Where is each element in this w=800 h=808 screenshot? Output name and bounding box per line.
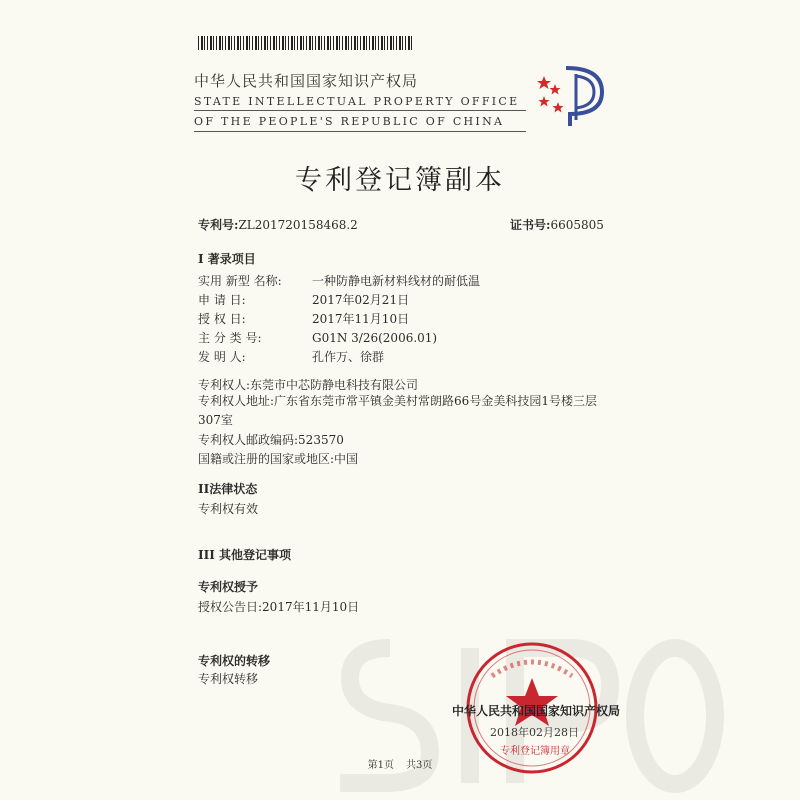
field-inventors <box>198 348 384 365</box>
section-bibliographic-heading: I 著录项目 <box>198 252 256 266</box>
transfer-heading: 专利权的转移 <box>198 654 271 668</box>
patentee-address: 专利权人地址:广东省东莞市常平镇金美村常朗路66号金美科技园1号楼三层307室 <box>198 394 597 427</box>
field-value: 一种防静电新材料线材的耐低温 <box>312 274 481 288</box>
patent-number <box>198 216 358 233</box>
page-title: 专利登记簿副本 <box>295 165 505 196</box>
page-number: 第1页 <box>367 760 394 771</box>
seal-date: 2018年02月28日 <box>490 726 579 739</box>
patent-number-value: ZL201720158468.2 <box>238 218 358 232</box>
field-value: 孔作万、徐群 <box>312 350 385 364</box>
barcode <box>198 36 414 50</box>
certificate-number-value: 6605805 <box>550 218 604 232</box>
grant-announcement: 授权公告日:2017年11月10日 <box>198 600 360 614</box>
field-value: G01N 3/26(2006.01) <box>312 331 438 345</box>
section-legal-status-heading: II法律状态 <box>198 482 258 496</box>
field-label: 发 明 人: <box>198 350 246 364</box>
office-name-en-line2: OF THE PEOPLE'S REPUBLIC OF CHINA <box>194 115 505 128</box>
field-application-date <box>198 291 409 308</box>
certificate-number-label: 证书号: <box>510 218 551 232</box>
field-grant-date <box>198 310 409 327</box>
page-total: 共3页 <box>406 760 433 771</box>
page-footer <box>0 756 800 771</box>
field-label: 授 权 日: <box>198 312 246 326</box>
header-rule-bottom <box>194 131 526 132</box>
patentee: 专利权人:东莞市中芯防静电科技有限公司 <box>198 378 419 392</box>
patentee-postcode: 专利权人邮政编码:523570 <box>198 433 344 447</box>
legal-status: 专利权有效 <box>198 502 259 516</box>
field-label: 实用 新型 名称: <box>198 274 282 288</box>
field-label: 申 请 日: <box>198 293 246 307</box>
grant-heading: 专利权授予 <box>198 580 259 594</box>
header-rule-top <box>194 110 526 111</box>
certificate-number <box>510 216 604 233</box>
patentee-country: 国籍或注册的国家或地区:中国 <box>198 452 359 466</box>
field-value: 2017年11月10日 <box>312 312 410 326</box>
seal-chop-text: 专利登记簿用章 <box>500 746 570 757</box>
field-utility-model-name <box>198 272 480 289</box>
field-value: 2017年02月21日 <box>312 293 410 307</box>
transfer-text: 专利权转移 <box>198 672 259 686</box>
section-other-items-heading: III 其他登记事项 <box>198 548 292 562</box>
sipo-emblem-icon <box>536 62 612 128</box>
seal-issuing-office: 中华人民共和国国家知识产权局 <box>452 704 621 718</box>
office-name-en-line1: STATE INTELLECTUAL PROPERTY OFFICE <box>194 95 520 108</box>
office-name-cn: 中华人民共和国国家知识产权局 <box>194 72 419 90</box>
field-label: 主 分 类 号: <box>198 331 262 345</box>
patent-number-label: 专利号: <box>198 218 239 232</box>
field-classification <box>198 329 437 346</box>
